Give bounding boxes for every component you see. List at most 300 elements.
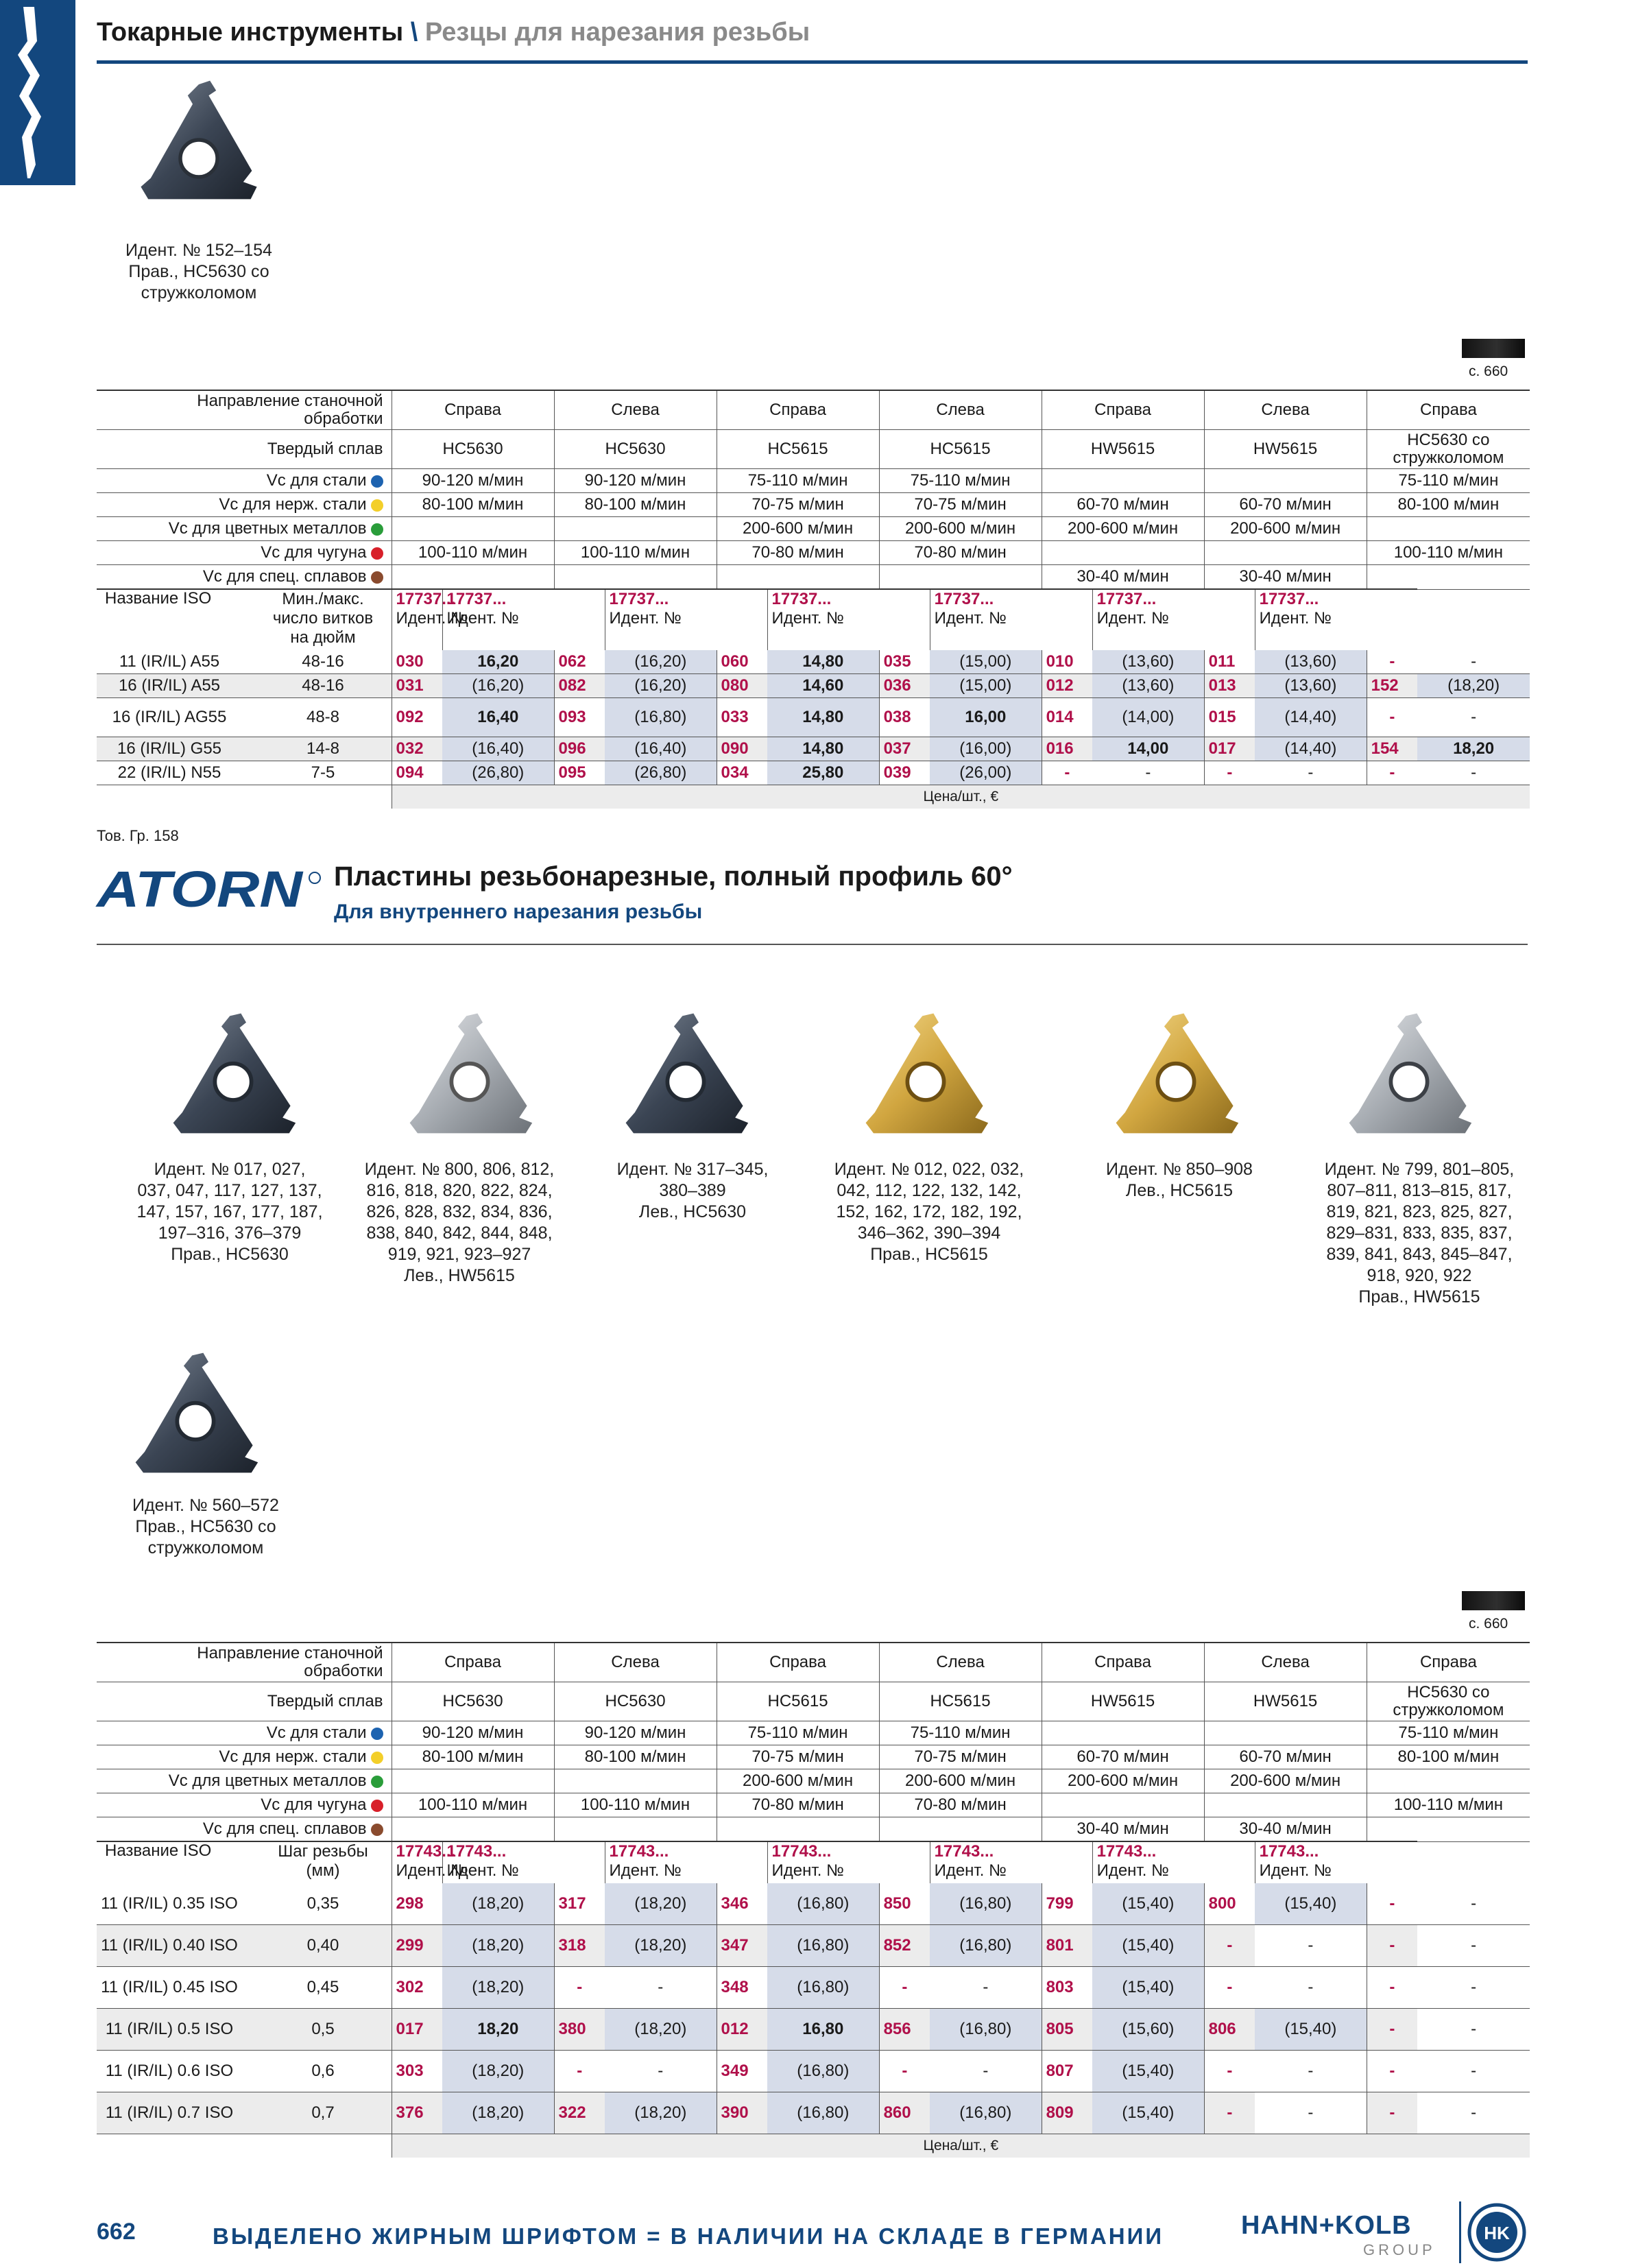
ident-code: 060 xyxy=(717,650,767,674)
row-label-text: Vc для стали xyxy=(266,471,367,490)
ident-code: 095 xyxy=(554,761,605,785)
price-cell: (14,40) xyxy=(1255,737,1367,761)
caption-line: Идент. № 152–154 xyxy=(125,241,272,260)
row-label: Твердый сплав xyxy=(97,1682,392,1721)
vc-cell xyxy=(1204,1793,1367,1817)
price-cell: 14,80 xyxy=(767,737,879,761)
ident-code: 031 xyxy=(392,674,442,698)
price-cell: (15,60) xyxy=(1092,2009,1204,2051)
ident-code: 803 xyxy=(1042,1967,1092,2009)
insert-image-850 xyxy=(1111,998,1241,1149)
svg-text:HK: HK xyxy=(1484,2223,1510,2243)
price-cell: 14,60 xyxy=(767,674,879,698)
article-prefix: 17737... xyxy=(1259,590,1319,608)
caption-line: Идент. № 800, 806, 812, xyxy=(364,1160,555,1179)
insert-image-560 xyxy=(130,1337,261,1488)
price-row-spacer xyxy=(97,2134,392,2158)
vc-cell xyxy=(1367,517,1530,541)
price-unit-label: Цена/шт., € xyxy=(392,785,1530,809)
insert-caption xyxy=(106,1159,353,1265)
vc-cell xyxy=(879,1817,1042,1842)
vc-cell xyxy=(879,565,1042,590)
iso-name-cell xyxy=(97,2051,392,2092)
price-cell: - xyxy=(1417,698,1530,737)
vc-cell: 100-110 м/мин xyxy=(392,1793,554,1817)
direction-cell: Справа xyxy=(1367,1643,1530,1682)
header-title: Токарные инструменты xyxy=(97,18,404,47)
direction-cell: Слева xyxy=(554,390,717,430)
price-cell: - xyxy=(930,1967,1042,2009)
direction-cell: Слева xyxy=(1204,1643,1367,1682)
holder-thumbnail xyxy=(1462,339,1525,358)
row-label-text: Vc для спец. сплавов xyxy=(202,1819,367,1838)
price-cell: (18,20) xyxy=(442,1925,554,1967)
article-prefix: 17743... xyxy=(771,1842,832,1861)
caption-line: 839, 841, 843, 845–847, xyxy=(1326,1245,1513,1264)
price-cell: (15,40) xyxy=(1092,1925,1204,1967)
price-cell: (18,20) xyxy=(442,1967,554,2009)
price-cell: - xyxy=(1255,1967,1367,2009)
caption-line: 826, 828, 832, 834, 836, xyxy=(366,1202,553,1221)
ident-code: 805 xyxy=(1042,2009,1092,2051)
caption-line: 147, 157, 167, 177, 187, xyxy=(136,1202,323,1221)
row-label: Твердый сплав xyxy=(97,430,392,469)
hahn-kolb-wordmark: HAHN+KOLB xyxy=(1241,2211,1412,2240)
article-prefix: 17743... xyxy=(609,1842,669,1861)
vc-cell: 100-110 м/мин xyxy=(1367,541,1530,565)
price-cell: (16,80) xyxy=(767,2051,879,2092)
direction-cell: Слева xyxy=(879,1643,1042,1682)
page-ref: с. 660 xyxy=(1469,1616,1508,1632)
ident-label: Идент. № xyxy=(609,609,682,628)
price-cell: 16,40 xyxy=(442,698,554,737)
article-header xyxy=(605,1841,767,1883)
caption-line: стружколомом xyxy=(141,283,257,302)
iso-name-cell xyxy=(97,650,392,674)
value-header-line: (мм) xyxy=(306,1861,340,1880)
ident-label: Идент. № xyxy=(1259,609,1332,628)
price-cell: (16,80) xyxy=(767,1925,879,1967)
ident-code: 082 xyxy=(554,674,605,698)
ident-code: 850 xyxy=(879,1883,930,1925)
price-cell: (18,20) xyxy=(1417,674,1530,698)
price-cell: (26,80) xyxy=(605,761,717,785)
vc-cell xyxy=(1204,469,1367,493)
vc-cell xyxy=(392,517,554,541)
row-label-text: Vc для цветных металлов xyxy=(168,1771,367,1790)
value-header-line: Шаг резьбы xyxy=(278,1842,368,1861)
ident-code: 807 xyxy=(1042,2051,1092,2092)
threads-value: 48-16 xyxy=(302,652,344,671)
vc-cell: 200-600 м/мин xyxy=(879,517,1042,541)
table-row xyxy=(97,517,1530,541)
iso-name-text: 11 (IR/IL) 0.6 ISO xyxy=(105,2062,234,2080)
vc-cell xyxy=(1204,541,1367,565)
page-number: 662 xyxy=(97,2219,136,2245)
article-header xyxy=(1255,589,1417,650)
caption-line: 042, 112, 122, 132, 142, xyxy=(837,1181,1022,1200)
table-row xyxy=(97,761,1530,785)
price-cell: - xyxy=(605,2051,717,2092)
ident-code: 799 xyxy=(1042,1883,1092,1925)
grade-cell: HC5615 xyxy=(879,1682,1042,1721)
grade-cell: HC5615 xyxy=(717,1682,879,1721)
ident-code: 012 xyxy=(717,2009,767,2051)
vc-cell: 30-40 м/мин xyxy=(1042,1817,1204,1842)
price-cell: (16,40) xyxy=(605,737,717,761)
iso-name-cell xyxy=(97,737,392,761)
value-header-line: Мин./макс. xyxy=(282,590,364,608)
price-cell: (15,40) xyxy=(1092,2092,1204,2134)
vc-cell: 200-600 м/мин xyxy=(1042,1769,1204,1793)
grade-cell: HC5630 xyxy=(554,1682,717,1721)
vc-cell: 70-75 м/мин xyxy=(879,493,1042,517)
ident-code: 034 xyxy=(717,761,767,785)
table-row xyxy=(97,1883,1530,1925)
grade-cell: HW5615 xyxy=(1042,430,1204,469)
grade-cell: HC5615 xyxy=(717,430,879,469)
price-cell: (18,20) xyxy=(442,1883,554,1925)
article-header xyxy=(1092,589,1255,650)
ident-code: 080 xyxy=(717,674,767,698)
ident-code: 012 xyxy=(1042,674,1092,698)
stock-note: ВЫДЕЛЕНО ЖИРНЫМ ШРИФТОМ = В НАЛИЧИИ НА СКЛАДЕ В ГЕРМАНИИ xyxy=(213,2223,1164,2249)
price-cell: (16,80) xyxy=(767,2092,879,2134)
vc-cell xyxy=(1204,1721,1367,1745)
ident-label: Идент. № xyxy=(1096,1861,1169,1880)
insert-caption xyxy=(103,1495,309,1559)
section-rule xyxy=(97,944,1528,945)
page-ref: с. 660 xyxy=(1469,363,1508,379)
price-cell: (14,40) xyxy=(1255,698,1367,737)
direction-cell: Справа xyxy=(1042,1643,1204,1682)
vc-cell: 30-40 м/мин xyxy=(1042,565,1204,590)
ident-code: 390 xyxy=(717,2092,767,2134)
threads-value: 0,40 xyxy=(306,1936,339,1955)
ident-code: 348 xyxy=(717,1967,767,2009)
ident-code: 152 xyxy=(1367,674,1417,698)
table-row xyxy=(97,650,1530,674)
vc-cell xyxy=(717,1817,879,1842)
row-label xyxy=(97,469,392,493)
direction-cell: Слева xyxy=(879,390,1042,430)
vc-cell xyxy=(554,517,717,541)
vc-cell: 70-80 м/мин xyxy=(717,1793,879,1817)
ident-code: 801 xyxy=(1042,1925,1092,1967)
table-row xyxy=(97,1721,1530,1745)
section-side-tab xyxy=(0,0,75,185)
caption-line: Идент. № 799, 801–805, xyxy=(1324,1160,1515,1179)
table-row xyxy=(97,2009,1530,2051)
vc-cell: 60-70 м/мин xyxy=(1204,493,1367,517)
grade-cell: HC5630 со стружколомом xyxy=(1367,430,1530,469)
vc-cell: 70-80 м/мин xyxy=(879,1793,1042,1817)
article-prefix: 17743... xyxy=(1259,1842,1319,1861)
row-label xyxy=(97,1643,392,1682)
iso-name-label: Название ISO xyxy=(105,1841,212,1860)
vc-cell xyxy=(1367,1817,1530,1842)
ident-code: 033 xyxy=(717,698,767,737)
ident-label: Идент. № xyxy=(609,1861,682,1880)
ident-code: 322 xyxy=(554,2092,605,2134)
article-prefix: 17743... xyxy=(396,1842,456,1861)
ident-code: - xyxy=(1204,2051,1255,2092)
ident-code: 093 xyxy=(554,698,605,737)
price-cell: (13,60) xyxy=(1092,674,1204,698)
caption-line: стружколомом xyxy=(147,1538,264,1557)
article-prefix: 17743... xyxy=(1096,1842,1157,1861)
table-row xyxy=(97,541,1530,565)
insert-image-799 xyxy=(1344,998,1474,1149)
threads-value: 0,35 xyxy=(306,1894,339,1913)
row-label-text: Vc для спец. сплавов xyxy=(202,567,367,586)
row-label-text: Vc для нерж. стали xyxy=(219,495,367,514)
table-row xyxy=(97,1817,1530,1842)
vc-cell xyxy=(1367,565,1530,590)
table-row xyxy=(97,1967,1530,2009)
grade-cell: HW5615 xyxy=(1204,1682,1367,1721)
price-cell: (16,80) xyxy=(930,1925,1042,1967)
material-dot-icon xyxy=(371,475,383,488)
vc-cell: 80-100 м/мин xyxy=(554,493,717,517)
grade-cell: HC5630 xyxy=(554,430,717,469)
price-cell: (18,20) xyxy=(442,2051,554,2092)
row-label-line: обработки xyxy=(304,409,383,428)
price-cell: (16,80) xyxy=(767,1883,879,1925)
table-row xyxy=(97,1769,1530,1793)
row-label xyxy=(97,565,392,590)
ident-label: Идент. № xyxy=(446,1861,519,1880)
spec-table-1 xyxy=(97,390,1530,809)
vc-cell xyxy=(1042,469,1204,493)
vc-cell: 100-110 м/мин xyxy=(554,1793,717,1817)
ident-code: - xyxy=(1367,2051,1417,2092)
ident-code: - xyxy=(1367,1967,1417,2009)
ident-code: - xyxy=(554,2051,605,2092)
vc-cell: 80-100 м/мин xyxy=(1367,493,1530,517)
insert-image-012 xyxy=(861,998,991,1149)
section-title: Пластины резьбонарезные, полный профиль 60° xyxy=(334,861,1013,892)
grade-cell: HC5630 xyxy=(392,1682,554,1721)
insert-image-152-154 xyxy=(137,77,261,228)
table-row xyxy=(97,469,1530,493)
price-cell: - xyxy=(1417,1967,1530,2009)
vc-cell xyxy=(1042,1793,1204,1817)
vc-cell: 30-40 м/мин xyxy=(1204,565,1367,590)
vc-cell xyxy=(554,1817,717,1842)
direction-cell: Справа xyxy=(1042,390,1204,430)
article-header xyxy=(930,1841,1092,1883)
caption-line: Лев., HW5615 xyxy=(404,1266,515,1285)
vc-cell xyxy=(392,1817,554,1842)
vc-cell: 90-120 м/мин xyxy=(554,469,717,493)
caption-line: 037, 047, 117, 127, 137, xyxy=(137,1181,322,1200)
ident-code: 800 xyxy=(1204,1883,1255,1925)
table-row xyxy=(97,1745,1530,1769)
ident-code: 017 xyxy=(392,2009,442,2051)
insert-image-800 xyxy=(405,998,535,1149)
insert-caption xyxy=(336,1159,583,1287)
table-row xyxy=(97,785,1530,809)
price-cell: (16,40) xyxy=(442,737,554,761)
vc-cell: 60-70 м/мин xyxy=(1042,493,1204,517)
ident-label: Идент. № xyxy=(396,1861,468,1880)
price-cell: (16,80) xyxy=(930,2009,1042,2051)
threads-value: 48-8 xyxy=(306,708,340,726)
table-row xyxy=(97,1793,1530,1817)
iso-name-cell xyxy=(97,1883,392,1925)
price-unit-label: Цена/шт., € xyxy=(392,2134,1530,2158)
price-cell: - xyxy=(1092,761,1204,785)
price-cell: 16,80 xyxy=(767,2009,879,2051)
ident-code: 011 xyxy=(1204,650,1255,674)
vc-cell xyxy=(554,1769,717,1793)
iso-name-text: 11 (IR/IL) 0.35 ISO xyxy=(101,1894,238,1913)
price-cell: - xyxy=(1417,1883,1530,1925)
vc-cell: 75-110 м/мин xyxy=(1367,469,1530,493)
grade-cell: HW5615 xyxy=(1204,430,1367,469)
vc-cell: 100-110 м/мин xyxy=(554,541,717,565)
holder-thumbnail xyxy=(1462,1591,1525,1610)
row-label xyxy=(97,390,392,430)
threads-value: 0,5 xyxy=(311,2020,335,2038)
price-cell: - xyxy=(1417,2009,1530,2051)
vc-cell: 75-110 м/мин xyxy=(879,469,1042,493)
vc-cell: 90-120 м/мин xyxy=(392,1721,554,1745)
caption-line: 152, 162, 172, 182, 192, xyxy=(836,1202,1022,1221)
ident-code: 380 xyxy=(554,2009,605,2051)
price-cell: - xyxy=(930,2051,1042,2092)
ident-code: - xyxy=(1204,761,1255,785)
vc-cell: 80-100 м/мин xyxy=(1367,1745,1530,1769)
price-cell: (18,20) xyxy=(605,2009,717,2051)
vc-cell xyxy=(392,565,554,590)
table-row xyxy=(97,589,1530,650)
caption-line: Идент. № 850–908 xyxy=(1106,1160,1253,1179)
vc-cell: 80-100 м/мин xyxy=(554,1745,717,1769)
caption-line: Прав., HC5615 xyxy=(870,1245,988,1264)
vc-cell: 100-110 м/мин xyxy=(392,541,554,565)
vc-cell xyxy=(554,565,717,590)
vc-cell xyxy=(392,1769,554,1793)
ident-code: 349 xyxy=(717,2051,767,2092)
vc-cell: 90-120 м/мин xyxy=(554,1721,717,1745)
iso-name-text: 16 (IR/IL) AG55 xyxy=(112,708,227,726)
iso-name-text: 16 (IR/IL) G55 xyxy=(117,739,222,758)
table-row xyxy=(97,1643,1530,1682)
vc-cell: 75-110 м/мин xyxy=(717,469,879,493)
caption-line: Идент. № 017, 027, xyxy=(154,1160,306,1179)
table-row xyxy=(97,2051,1530,2092)
caption-line: 380–389 xyxy=(659,1181,726,1200)
ident-label: Идент. № xyxy=(446,609,519,628)
ident-code: 860 xyxy=(879,2092,930,2134)
price-cell: (15,00) xyxy=(930,650,1042,674)
ident-code: - xyxy=(1204,1967,1255,2009)
caption-line: Лев., HC5615 xyxy=(1125,1181,1234,1200)
iso-name-cell xyxy=(97,698,392,737)
vc-cell: 70-80 м/мин xyxy=(717,541,879,565)
vc-cell: 90-120 м/мин xyxy=(392,469,554,493)
ident-code: - xyxy=(1042,761,1092,785)
ident-code: 090 xyxy=(717,737,767,761)
article-header xyxy=(930,589,1092,650)
article-header xyxy=(605,589,767,650)
ident-code: 014 xyxy=(1042,698,1092,737)
ident-code: 347 xyxy=(717,1925,767,1967)
vc-cell: 200-600 м/мин xyxy=(1042,517,1204,541)
iso-name-text: 16 (IR/IL) A55 xyxy=(118,676,221,695)
iso-name-text: 22 (IR/IL) N55 xyxy=(117,763,221,782)
insert-caption xyxy=(1289,1159,1550,1308)
article-prefix: 17737... xyxy=(934,590,994,608)
row-label-text: Vc для цветных металлов xyxy=(168,519,367,538)
ident-code: - xyxy=(1367,1925,1417,1967)
vc-cell: 200-600 м/мин xyxy=(717,517,879,541)
ident-label: Идент. № xyxy=(396,609,468,628)
insert-image-317 xyxy=(621,998,751,1149)
threads-value: 14-8 xyxy=(306,739,340,758)
price-cell: (15,40) xyxy=(1092,1967,1204,2009)
caption-line: Прав., HC5630 xyxy=(171,1245,289,1264)
iso-name-cell xyxy=(97,674,392,698)
article-header xyxy=(1092,1841,1255,1883)
iso-name-text: 11 (IR/IL) 0.40 ISO xyxy=(101,1936,238,1955)
price-cell: (18,20) xyxy=(605,1883,717,1925)
material-dot-icon xyxy=(371,1800,383,1812)
grade-cell: HW5615 xyxy=(1042,1682,1204,1721)
iso-name-header xyxy=(97,589,392,650)
article-prefix: 17737... xyxy=(1096,590,1157,608)
atorn-logo xyxy=(95,861,323,918)
price-cell: (13,60) xyxy=(1092,650,1204,674)
material-dot-icon xyxy=(371,523,383,536)
price-cell: (26,00) xyxy=(930,761,1042,785)
ident-code: 036 xyxy=(879,674,930,698)
price-cell: (16,80) xyxy=(767,1967,879,2009)
value-header-line: на дюйм xyxy=(290,628,356,647)
ident-code: 035 xyxy=(879,650,930,674)
caption-line: 829–831, 833, 835, 837, xyxy=(1326,1223,1513,1243)
vc-cell: 70-80 м/мин xyxy=(879,541,1042,565)
ident-code: 037 xyxy=(879,737,930,761)
material-dot-icon xyxy=(371,1776,383,1788)
caption-line: 197–316, 376–379 xyxy=(158,1223,302,1243)
price-cell: (18,20) xyxy=(605,2092,717,2134)
product-group-ref: Тов. Гр. 158 xyxy=(97,827,179,844)
iso-name-cell xyxy=(97,2092,392,2134)
table-row xyxy=(97,493,1530,517)
price-row-spacer xyxy=(97,785,392,809)
article-header xyxy=(767,1841,930,1883)
grade-cell: HC5630 со стружколомом xyxy=(1367,1682,1530,1721)
ident-code: - xyxy=(1367,2092,1417,2134)
ident-code: - xyxy=(879,1967,930,2009)
price-cell: - xyxy=(1417,2051,1530,2092)
row-label xyxy=(97,1769,392,1793)
ident-label: Идент. № xyxy=(771,609,844,628)
drill-icon xyxy=(0,0,75,185)
caption-line: 838, 840, 842, 844, 848, xyxy=(366,1223,553,1243)
caption-line: Идент. № 012, 022, 032, xyxy=(834,1160,1024,1179)
article-header xyxy=(767,589,930,650)
table-row xyxy=(97,390,1530,430)
ident-code: 303 xyxy=(392,2051,442,2092)
table-row xyxy=(97,2134,1530,2158)
caption-line: Идент. № 560–572 xyxy=(132,1496,279,1515)
article-prefix: 17743... xyxy=(446,1842,507,1861)
vc-cell: 60-70 м/мин xyxy=(1204,1745,1367,1769)
